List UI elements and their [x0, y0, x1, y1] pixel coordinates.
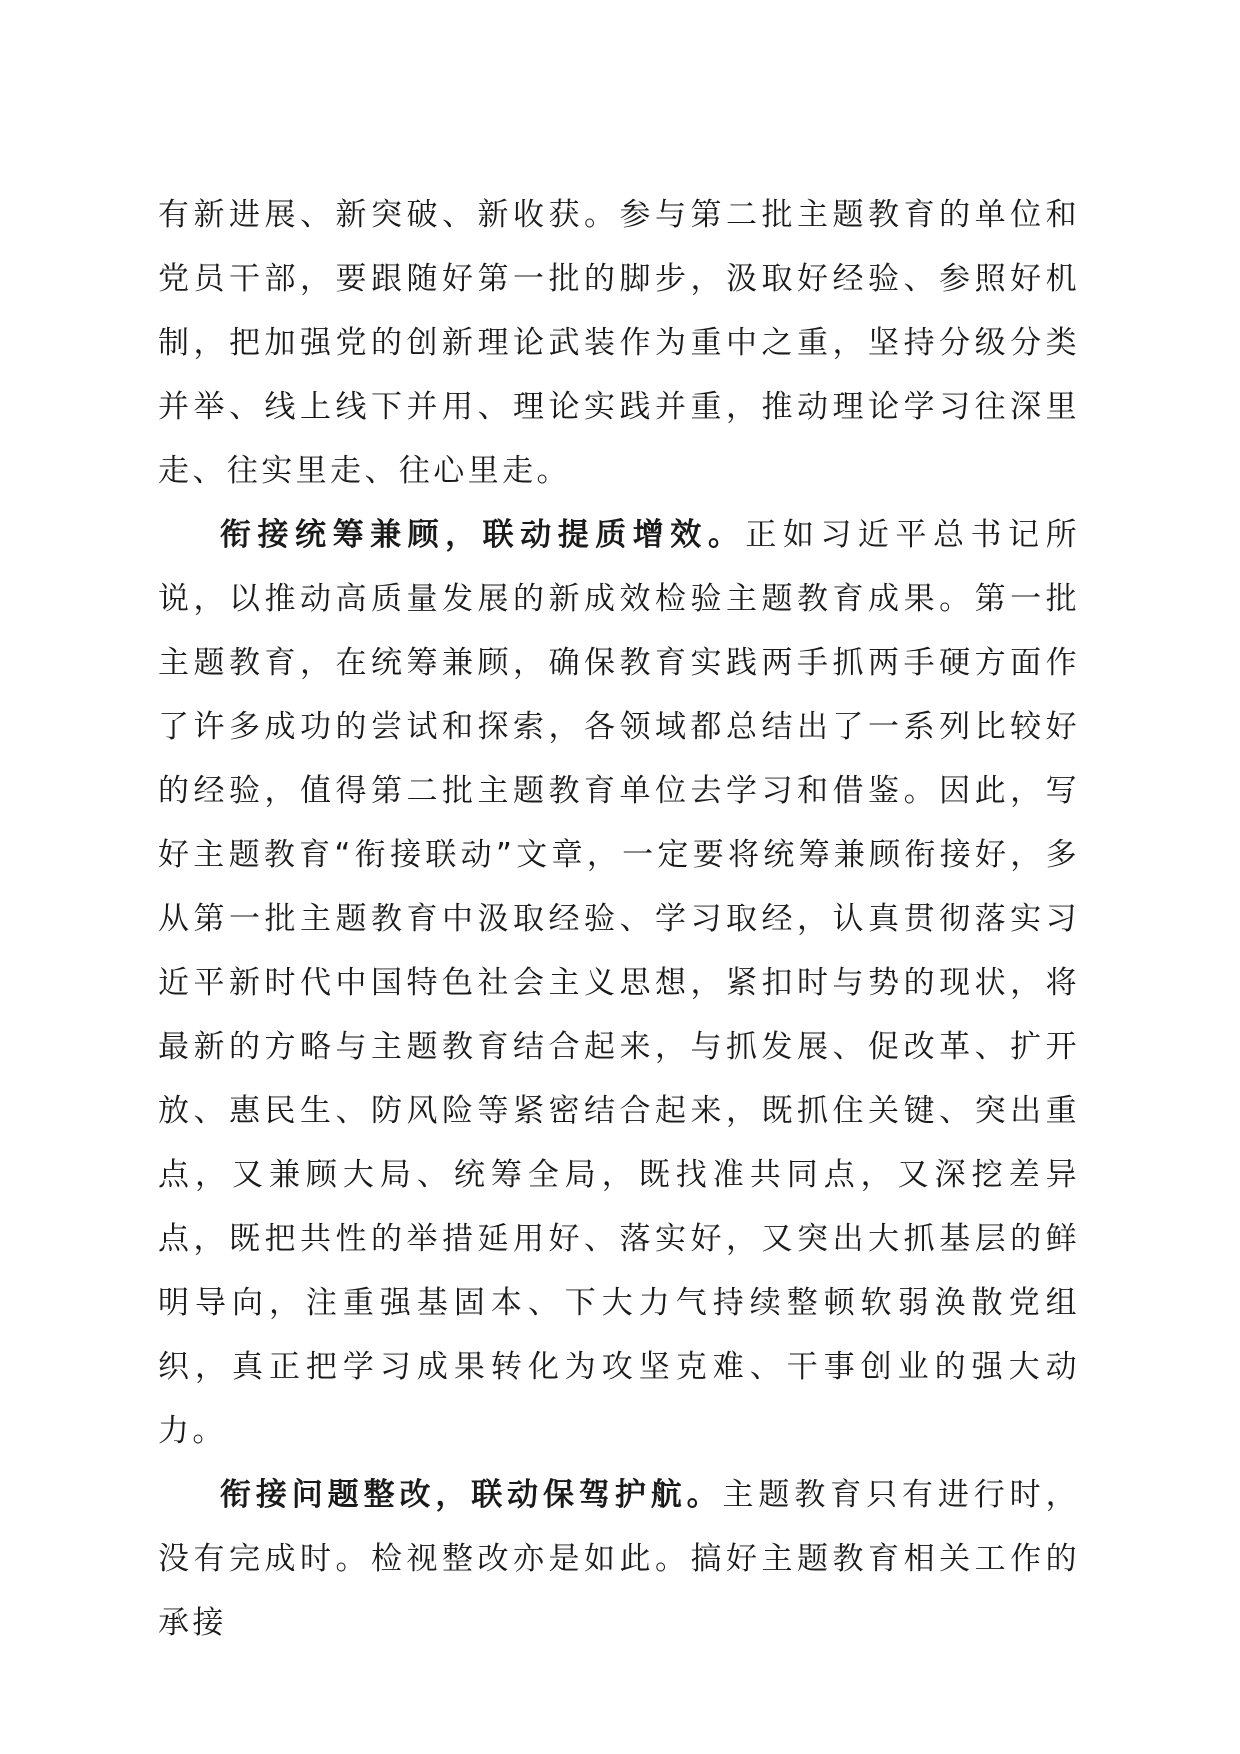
- paragraph-text: 正如习近平总书记所说，以推动高质量发展的新成效检验主题教育成果。第一批主题教育，在统筹兼顾，确保教育实践两手抓两手硬方面作了许多成功的尝试和探索，各领域都总结出了一系列比较好的经验，值得第二批主题教育单位去学习和借鉴。因此，写好主题教育“衔接联动”文章，一定要将统筹兼顾衔接好，多从第一批主题教育中汲取经验、学习取经，认真贯彻落实习近平新时代中国特色社会主义思想，紧扣时与势的现状，将最新的方略与主题教育结合起来，与抓发展、促改革、扩开放、惠民生、防风险等紧密结合起来，既抓住关键、突出重点，又兼顾大局、统筹全局，既找准共同点，又深挖差异点，既把共性的举措延用好、落实好，又突出大抓基层的鲜明导向，注重强基固本、下大力气持续整顿软弱涣散党组织，真正把学习成果转化为攻坚克难、干事创业的强大动力。: [158, 517, 1080, 1449]
- paragraph-text: 主题教育只有进行时，没有完成时。检视整改亦是如此。搞好主题教育相关工作的承接: [158, 1477, 1080, 1641]
- paragraph-continued: [158, 183, 1080, 503]
- paragraph-text: 有新进展、新突破、新收获。参与第二批主题教育的单位和党员干部，要跟随好第一批的脚步，汲取好经验、参照好机制，把加强党的创新理论武装作为重中之重，坚持分级分类并举、线上线下并用、理论实践并重，推动理论学习往深里走、往实里走、往心里走。: [158, 197, 1080, 489]
- paragraph-coordination: [158, 503, 1080, 1463]
- paragraph-rectification: [158, 1463, 1080, 1655]
- paragraph-lead-heading: 衔接问题整改，联动保驾护航。: [220, 1477, 723, 1513]
- paragraph-lead-heading: 衔接统筹兼顾，联动提质增效。: [220, 517, 746, 553]
- body-text: [158, 183, 1080, 1655]
